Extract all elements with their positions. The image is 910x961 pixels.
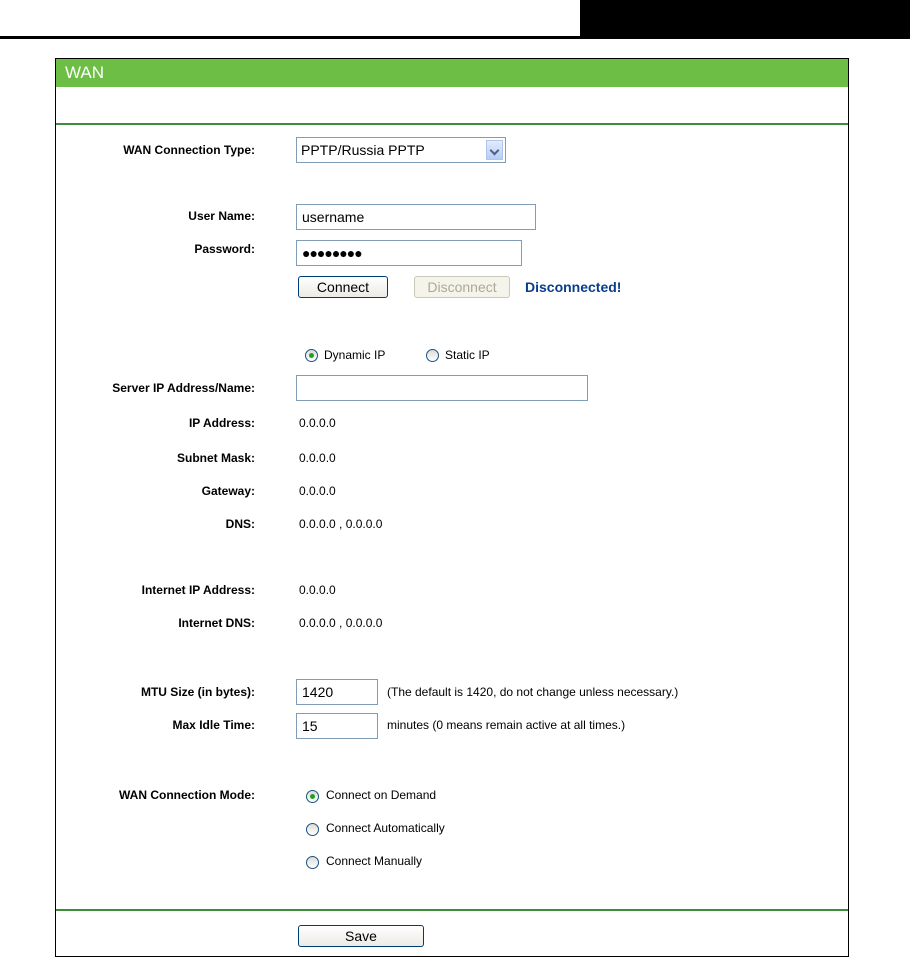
- mtu-label: MTU Size (in bytes):: [140, 685, 255, 699]
- internet-dns-label: Internet DNS:: [178, 616, 255, 630]
- subnet-mask-label: Subnet Mask:: [176, 451, 255, 465]
- ip-address-value: 0.0.0.0: [299, 416, 336, 430]
- wan-type-value: PPTP/Russia PPTP: [301, 142, 425, 158]
- wan-panel: [55, 58, 849, 957]
- password-label: Password:: [194, 242, 255, 256]
- connect-automatically-label: Connect Automatically: [326, 821, 445, 835]
- chevron-down-icon[interactable]: [486, 140, 503, 160]
- idle-input[interactable]: 15: [296, 713, 378, 739]
- server-ip-input[interactable]: [296, 375, 588, 401]
- connect-on-demand-label: Connect on Demand: [326, 788, 437, 802]
- mtu-hint: (The default is 1420, do not change unless necessary.): [387, 685, 679, 699]
- wan-type-label: WAN Connection Type:: [123, 143, 255, 157]
- connect-manually-label: Connect Manually: [326, 854, 423, 868]
- mtu-input[interactable]: 1420: [296, 679, 378, 705]
- wan-type-select[interactable]: [296, 137, 506, 163]
- connection-status: Disconnected!: [525, 279, 622, 295]
- internet-dns-value: 0.0.0.0 , 0.0.0.0: [299, 616, 383, 630]
- disconnect-button[interactable]: Disconnect: [414, 276, 510, 298]
- server-ip-label: Server IP Address/Name:: [112, 381, 255, 395]
- static-ip-label: Static IP: [445, 348, 490, 362]
- top-rule: [0, 36, 910, 39]
- connect-manually-radio[interactable]: [306, 856, 319, 869]
- subnet-mask-value: 0.0.0.0: [299, 451, 336, 465]
- section-divider-bottom: [56, 909, 848, 911]
- internet-ip-label: Internet IP Address:: [141, 583, 255, 597]
- user-name-input[interactable]: username: [296, 204, 536, 230]
- static-ip-radio[interactable]: [426, 349, 439, 362]
- top-black-bar: [580, 0, 910, 39]
- internet-ip-value: 0.0.0.0: [299, 583, 336, 597]
- password-input[interactable]: ●●●●●●●●: [296, 240, 522, 266]
- gateway-label: Gateway:: [201, 484, 255, 498]
- ip-address-label: IP Address:: [188, 416, 255, 430]
- dns-label: DNS:: [225, 517, 255, 531]
- idle-hint: minutes (0 means remain active at all times.): [387, 718, 626, 732]
- idle-label: Max Idle Time:: [172, 718, 255, 732]
- wan-mode-label: WAN Connection Mode:: [119, 788, 255, 802]
- gateway-value: 0.0.0.0: [299, 484, 336, 498]
- section-divider-top: [56, 123, 848, 125]
- connect-button[interactable]: Connect: [298, 276, 388, 298]
- dns-value: 0.0.0.0 , 0.0.0.0: [299, 517, 383, 531]
- panel-title: WAN: [56, 59, 848, 87]
- dynamic-ip-label: Dynamic IP: [324, 348, 386, 362]
- dynamic-ip-radio[interactable]: [305, 349, 318, 362]
- connect-on-demand-radio[interactable]: [306, 790, 319, 803]
- save-button[interactable]: Save: [298, 925, 424, 947]
- user-name-label: User Name:: [188, 209, 255, 223]
- connect-automatically-radio[interactable]: [306, 823, 319, 836]
